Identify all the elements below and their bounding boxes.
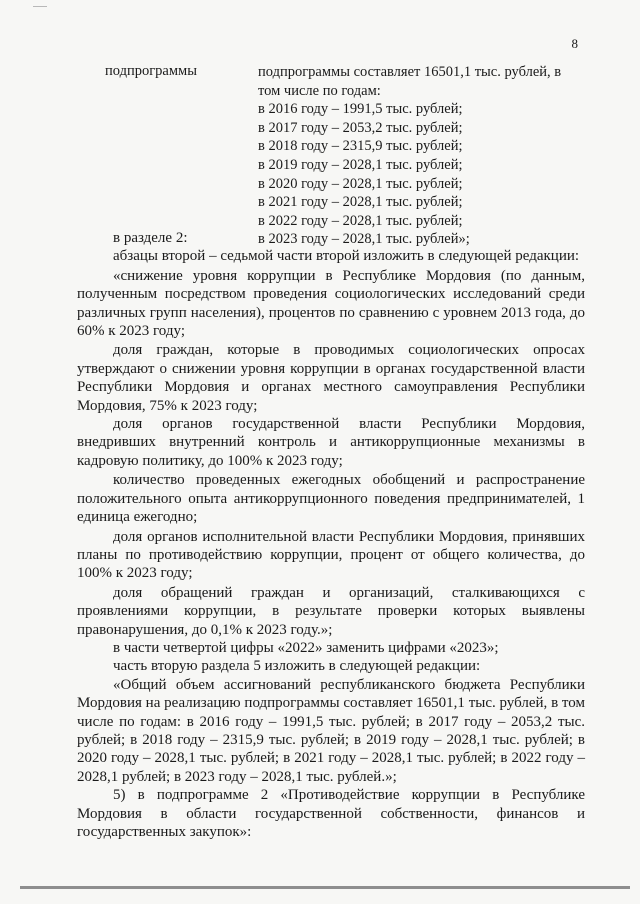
table-line: в 2020 году – 2028,1 тыс. рублей; bbox=[258, 175, 463, 192]
table-line: в 2021 году – 2028,1 тыс. рублей; bbox=[258, 194, 463, 211]
table-line: в 2018 году – 2315,9 тыс. рублей; bbox=[258, 138, 463, 155]
table-left-cell: подпрограммы bbox=[105, 63, 197, 79]
table-line: в 2022 году – 2028,1 тыс. рублей; bbox=[258, 212, 463, 229]
paragraph: абзацы второй – седьмой части второй изложить в следующей редакции: bbox=[113, 248, 580, 265]
table-line: в 2023 году – 2028,1 тыс. рублей»; bbox=[258, 231, 470, 248]
table-line: том числе по годам: bbox=[258, 82, 381, 99]
paragraph: доля обращений граждан и организаций, сталкивающихся с проявлениями коррупции, в результате проверки которых выявлены правонарушения, до 0,1% к 2023 году.»; bbox=[77, 584, 585, 638]
paragraph: часть вторую раздела 5 изложить в следующей редакции: bbox=[113, 658, 481, 675]
paragraph: в части четвертой цифры «2022» заменить цифрами «2023»; bbox=[113, 639, 499, 656]
paragraph: «снижение уровня коррупции в Республике Мордовия (по данным, полученным посредством проведения социологических исследований среди различных групп населения), процентов по сравнению с уровнем 2013 года, до 60% к 2023 году; bbox=[77, 267, 585, 340]
paragraph: доля органов исполнительной власти Республики Мордовия, принявших планы по противодействию коррупции, процент от общего количества, до 100% к 2023 году; bbox=[77, 528, 585, 582]
table-line: в 2016 году – 1991,5 тыс. рублей; bbox=[258, 101, 463, 118]
paragraph: количество проведенных ежегодных обобщений и распространение положительного опыта антикоррупционного поведения предпринимателей, 1 единица ежегодно; bbox=[77, 472, 585, 526]
body-text bbox=[77, 229, 585, 841]
table-line: в 2017 году – 2053,2 тыс. рублей; bbox=[258, 119, 463, 136]
table-line: в 2019 году – 2028,1 тыс. рублей; bbox=[258, 156, 463, 173]
paragraph: доля граждан, которые в проводимых социологических опросах утверждают о снижении уровня коррупции в органах государственной власти Республики Мордовия и органах местного самоуправления Республики Мордовия, 75% к 2023 году; bbox=[77, 342, 585, 414]
scan-edge-line bbox=[20, 886, 630, 889]
table-line: подпрограммы составляет 16501,1 тыс. рублей, в bbox=[258, 64, 562, 80]
table-right-cell bbox=[258, 63, 588, 249]
scan-artifact bbox=[33, 6, 47, 7]
page-number: 8 bbox=[571, 36, 578, 51]
paragraph: 5) в подпрограмме 2 «Противодействие коррупции в Республике Мордовия в области государственной собственности, финансов и государственных закупок»: bbox=[77, 787, 585, 840]
paragraph: «Общий объем ассигнований республиканского бюджета Республики Мордовия на реализацию подпрограммы составляет 16501,1 тыс. рублей, в том числе по годам: в 2016 году – 1991,5 тыс. рублей; в 2017 году – 2053,2 тыс. рублей; в 2018 году – 2315,9 тыс. рублей; в 2019 году – 2028,1 тыс. рублей; в 2020 году – 2028,1 тыс. рублей; в 2021 году – 2028,1 тыс. рублей; в 2022 году – 2028,1 рублей; в 2023 году – 2028,1 тыс. рублей.»; bbox=[77, 676, 585, 785]
paragraph-section-heading: в разделе 2: bbox=[113, 230, 188, 246]
paragraph: доля органов государственной власти Республики Мордовия, внедривших внутренний контроль и антикоррупционные механизмы в кадровую политику, до 100% к 2023 году; bbox=[77, 416, 585, 469]
